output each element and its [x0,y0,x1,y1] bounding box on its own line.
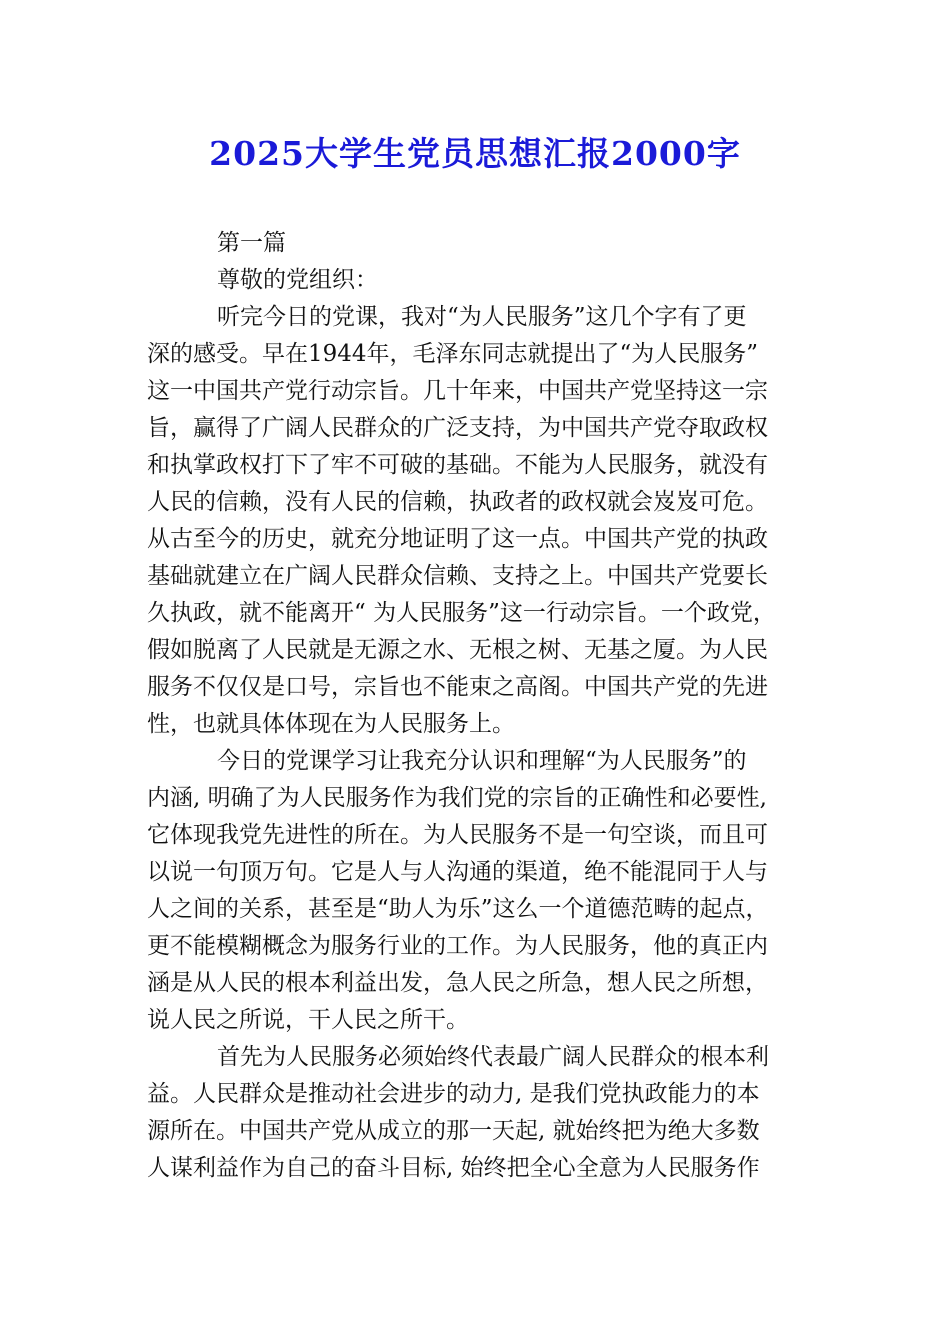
paragraph-line: 深的感受。早在1944年，毛泽东同志就提出了“为人民服务” [147,341,759,367]
paragraph-line: 人谋利益作为自己的奋斗目标, 始终把全心全意为人民服务作 [147,1155,760,1181]
paragraph-line: 久执政，就不能离开“ 为人民服务”这一行动宗旨。一个政党， [147,600,776,626]
paragraph-line: 假如脱离了人民就是无源之水、无根之树、无基之厦。为人民 [147,637,768,663]
paragraph-line: 首先为人民服务必须始终代表最广阔人民群众的根本利 [217,1044,769,1070]
paragraph-line: 人之间的关系，甚至是“助人为乐”这么一个道德范畴的起点， [147,896,769,922]
paragraph-line: 说人民之所说，干人民之所干。 [147,1007,469,1033]
paragraph-line: 听完今日的党课，我对“为人民服务”这几个字有了更 [217,304,747,330]
paragraph-line: 基础就建立在广阔人民群众信赖、支持之上。中国共产党要长 [147,563,768,589]
paragraph-line: 益。人民群众是推动社会进步的动力, 是我们党执政能力的本 [147,1081,760,1107]
paragraph-line: 以说一句顶万句。它是人与人沟通的渠道，绝不能混同于人与 [147,859,768,885]
paragraph-line: 源所在。中国共产党从成立的那一天起, 就始终把为绝大多数 [147,1118,760,1144]
paragraph-line: 内涵, 明确了为人民服务作为我们党的宗旨的正确性和必要性, [147,785,767,811]
salutation: 尊敬的党组织： [217,267,378,293]
paragraph-line: 服务不仅仅是口号，宗旨也不能束之高阁。中国共产党的先进 [147,674,768,700]
paragraph-line: 它体现我党先进性的所在。为人民服务不是一句空谈，而且可 [147,822,768,848]
paragraph-line: 这一中国共产党行动宗旨。几十年来，中国共产党坚持这一宗 [147,378,768,404]
paragraph-line: 涵是从人民的根本利益出发，急人民之所急，想人民之所想， [147,970,768,996]
document-title: 2025大学生党员思想汇报2000字 [209,134,741,173]
paragraph-line: 从古至今的历史，就充分地证明了这一点。中国共产党的执政 [147,526,768,552]
paragraph-line: 更不能模糊概念为服务行业的工作。为人民服务，他的真正内 [147,933,768,959]
paragraph-line: 旨，赢得了广阔人民群众的广泛支持，为中国共产党夺取政权 [147,415,768,441]
paragraph-line: 和执掌政权打下了牢不可破的基础。不能为人民服务，就没有 [147,452,768,478]
paragraph-line: 人民的信赖，没有人民的信赖，执政者的政权就会岌岌可危。 [147,489,768,515]
section-heading: 第一篇 [217,230,286,256]
document-body [147,225,807,1187]
paragraph-line: 今日的党课学习让我充分认识和理解“为人民服务”的 [217,748,747,774]
paragraph-line: 性，也就具体体现在为人民服务上。 [147,711,515,737]
